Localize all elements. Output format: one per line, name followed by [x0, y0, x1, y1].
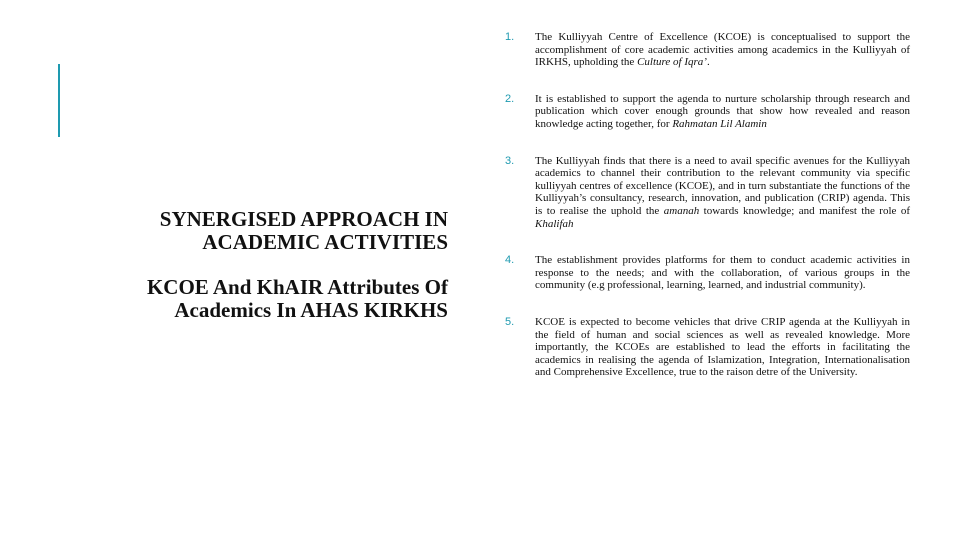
point-italic: Culture of Iqra’ — [637, 56, 707, 69]
accent-line — [58, 64, 60, 137]
list-number: 1. — [505, 31, 515, 43]
points-list — [505, 31, 910, 379]
slide-subtitle: KCOE And KhAIR Attributes Of Academics In AHAS KIRKHS — [146, 275, 448, 322]
point-text: KCOE is expected to become vehicles that drive CRIP agenda at the Kulliyyah in the field of human and social sciences as well as revealed knowledge. More importantly, the KCOEs are established to lead the efforts in facilitating the academics in realising the agenda of Islamization, Integration, Internationalisation and Comprehensive Excellence, true to the raison detre of the University. — [535, 315, 910, 379]
title-block — [60, 208, 448, 322]
point-tail: . — [706, 56, 710, 69]
point-italic: amanah — [663, 204, 700, 217]
point-text: The Kulliyyah finds that there is a need to avail specific avenues for the Kulliyyah academics to channel their contribution to the relevant community via specific kulliyyah centres of excellence (KCOE), and in turn substantiate the functions of the Kulliyyah’s consultancy, research, innovation, and publication (CRIP) agenda. This is to realise the uphold the — [535, 154, 910, 217]
list-number: 5. — [505, 315, 515, 328]
list-number: 4. — [505, 254, 515, 267]
point-italic-2: Khalifah — [535, 217, 574, 230]
point-middle: towards knowledge; and manifest the role of — [699, 204, 911, 217]
point-italic: Rahmatan Lil Alamin — [672, 117, 767, 130]
list-item — [505, 155, 910, 231]
list-item — [505, 31, 910, 69]
slide-title: SYNERGISED APPROACH IN ACADEMIC ACTIVITIES — [159, 207, 448, 254]
list-item — [505, 254, 910, 292]
list-item — [505, 93, 910, 131]
list-number: 2. — [505, 92, 515, 105]
list-number: 3. — [505, 154, 515, 167]
point-text: The Kulliyyah Centre of Excellence (KCOE) is conceptualised to support the accomplishment of core academic activities among academics in the Kulliyyah of IRKHS, upholding the — [535, 31, 910, 69]
point-text: It is established to support the agenda to nurture scholarship through research and publication which cover enough grounds that show how revealed and reason knowledge acting together, for — [535, 92, 910, 130]
point-text: The establishment provides platforms for them to conduct academic activities in response to the needs; and with the collaboration, of various groups in the community (e.g professional, learning, learned, and industrial community). — [535, 254, 910, 292]
list-item — [505, 316, 910, 379]
